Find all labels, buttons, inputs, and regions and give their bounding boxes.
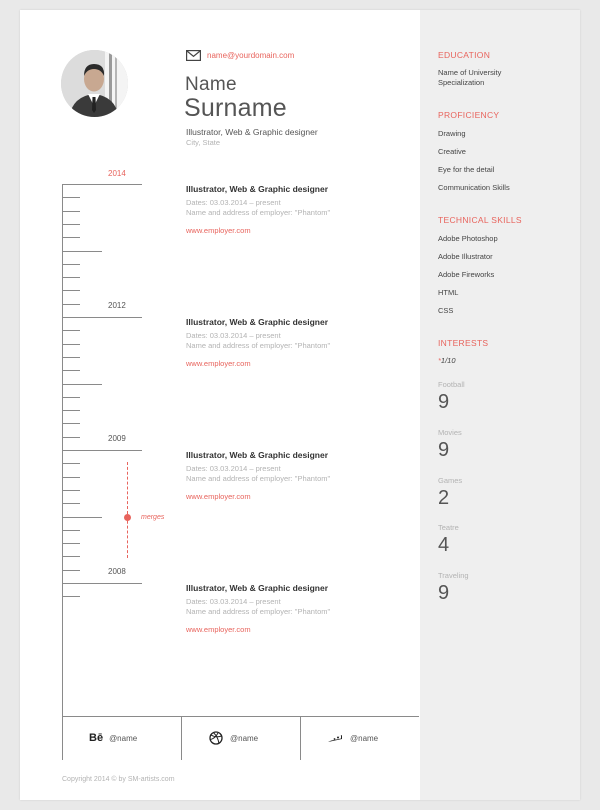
interest-label: Traveling [438,571,469,580]
education-heading: EDUCATION [438,50,491,60]
merge-dot [124,514,131,521]
email-link[interactable]: name@yourdomain.com [207,51,295,60]
job-employer: Name and address of employer: "Phantom" [186,607,331,616]
timeline-axis [62,184,63,760]
skill-item: Adobe Fireworks [438,270,495,279]
timeline-year: 2012 [108,301,126,310]
interest-value: 9 [438,439,450,461]
timeline-tick [62,184,142,185]
timeline-tick [62,503,80,504]
interest-value: 9 [438,391,450,413]
skill-item: Adobe Photoshop [438,234,498,243]
interests-heading: INTERESTS [438,338,489,348]
job-entry [186,184,330,235]
timeline-tick [62,290,80,291]
timeline-tick [62,397,80,398]
proficiency-item: Creative [438,147,466,156]
timeline-year: 2009 [108,434,126,443]
university-name: Name of University [438,68,502,77]
behance-icon: Bē [89,732,104,744]
timeline-tick [62,330,80,331]
resume-page [20,10,580,800]
timeline-tick [62,517,102,518]
proficiency-item: Drawing [438,129,466,138]
social-behance[interactable] [89,732,137,744]
timeline-tick [62,596,80,597]
interest-value: 4 [438,534,450,556]
avatar [61,50,128,117]
timeline-tick [62,410,80,411]
timeline-tick [62,437,80,438]
social-divider [300,716,301,760]
skills-heading: TECHNICAL SKILLS [438,215,522,225]
timeline-year: 2014 [108,169,126,178]
specialization: Specialization [438,78,485,87]
job-dates: Dates: 03.03.2014 – present [186,597,281,606]
job-employer: Name and address of employer: "Phantom" [186,474,331,483]
job-entry [186,317,330,368]
interest-label: Teatre [438,523,459,532]
job-title: Illustrator, Web & Graphic designer [186,450,329,460]
timeline-tick [62,264,80,265]
social-dribbble[interactable] [209,731,258,745]
merge-dashed-line [127,462,128,558]
merge-label: merges [141,514,165,521]
social-divider [181,716,182,760]
interest-label: Games [438,476,463,485]
social-pizza[interactable] [327,733,378,743]
interest-scale: *1/10 [438,356,456,365]
interest-label: Movies [438,428,462,437]
social-handle: @name [109,733,138,743]
mail-icon [186,50,201,61]
timeline-tick [62,423,80,424]
timeline-tick [62,277,80,278]
timeline-year: 2008 [108,567,126,576]
job-title: Illustrator, Web & Graphic designer [186,317,329,327]
timeline-tick [62,477,80,478]
timeline-tick [62,304,80,305]
job-entry [186,450,330,501]
timeline-tick [62,357,80,358]
last-name: Surname [184,94,287,122]
proficiency-heading: PROFICIENCY [438,110,500,120]
timeline-tick [62,224,80,225]
skill-item: Adobe Illustrator [438,252,493,261]
employer-link[interactable]: www.employer.com [186,492,251,501]
timeline-tick [62,197,80,198]
timeline-tick [62,344,80,345]
timeline-tick [62,556,80,557]
interest-scale-text: 1/10 [440,356,456,365]
skill-item: CSS [438,306,454,315]
location: City, State [186,138,221,147]
proficiency-item: Communication Skills [438,183,510,192]
job-dates: Dates: 03.03.2014 – present [186,198,281,207]
job-title: Illustrator, Web & Graphic designer [186,583,329,593]
timeline-tick [62,490,80,491]
job-role: Illustrator, Web & Graphic designer [186,127,318,137]
job-employer: Name and address of employer: "Phantom" [186,341,331,350]
timeline-tick [62,463,80,464]
interest-value: 2 [438,487,450,509]
social-handle: @name [350,733,379,743]
timeline-tick [62,237,80,238]
portrait-icon [61,50,128,117]
interest-label: Football [438,380,465,389]
timeline-tick [62,317,142,318]
employer-link[interactable]: www.employer.com [186,226,251,235]
skill-item: HTML [438,288,459,297]
job-title: Illustrator, Web & Graphic designer [186,184,329,194]
social-divider [62,716,419,717]
job-dates: Dates: 03.03.2014 – present [186,464,281,473]
employer-link[interactable]: www.employer.com [186,359,251,368]
timeline-tick [62,450,142,451]
timeline-tick [62,370,80,371]
timeline-tick [62,570,80,571]
employer-link[interactable]: www.employer.com [186,625,251,634]
timeline-tick [62,211,80,212]
timeline-tick [62,530,80,531]
job-dates: Dates: 03.03.2014 – present [186,331,281,340]
social-handle: @name [230,733,259,743]
timeline-tick [62,543,80,544]
proficiency-item: Eye for the detail [438,165,495,174]
pizza-icon [327,733,343,743]
timeline-tick [62,583,142,584]
dribbble-icon [209,731,223,745]
job-employer: Name and address of employer: "Phantom" [186,208,331,217]
job-entry [186,583,330,634]
interest-value: 9 [438,582,450,604]
timeline-tick [62,384,102,385]
first-name: Name [185,74,237,95]
timeline-tick [62,251,102,252]
copyright: Copyright 2014 © by SM-artists.com [62,776,175,783]
